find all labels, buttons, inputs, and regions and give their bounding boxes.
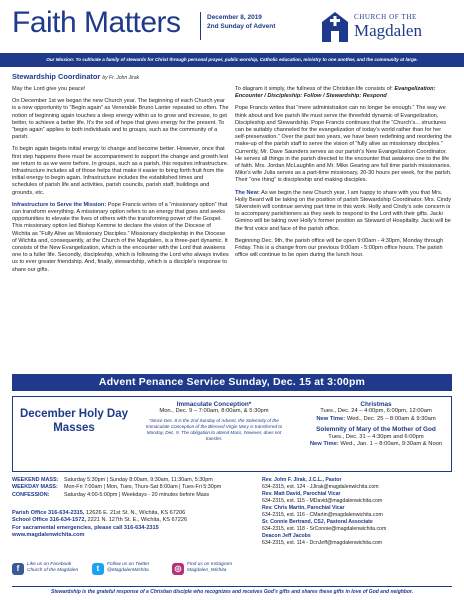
paragraph-body: Pope Francis writes of a “missionary option” that can transform everything. A missionary option refers to an energy that goes and seeks opportunities to elevate the lives of others with the transforming power of the Gospel. This missionary option led Bishop Kemme to declare the vision of the Diocese of Wichita as “Fully Alive as Missionary Disciples.” Missionary discipleship in the Diocese of Wichita and, consequently, at the Church of the Magdalen, is a three-part dynamic. It consists of the New Evangelization, which is the encounter with the Lord that awakens one to a fuller life. Secondly, discipleship, which is following the Lord who always invites us to ever greater friendship. And, finally, stewardship, which is a disciple’s response to share our gifts. — [12, 201, 229, 273]
header-divider — [200, 12, 201, 40]
mass-schedule — [12, 477, 248, 499]
parish-office-address: 12626 E. 21st St. N., Wichita, KS 67206 — [84, 510, 186, 516]
school-office-line — [12, 517, 248, 524]
christmas-times: Tues., Dec. 24 – 4:00pm, 6:00pm, 12:00am — [320, 408, 432, 415]
paragraph-body: As we begin the new Church year, I am happy to share with you that Mrs. Holly Beard will be taking on the position of parish Stewardship Coordinator. Mrs. Cindy Silverstein will continue serving part time in this work. Holly and Cindy’s sole concern is to accompany parishioners as they seek to respond to the Lord with their gifts. Jacki Gimino will be taking over Holly’s former position as Steward of Hospitality. Jacki will be the first voice and face of the parish office. — [235, 189, 452, 232]
paragraph-lead: The New: — [235, 189, 260, 196]
office-contacts — [12, 510, 248, 540]
issue-date: December 8, 2019 — [207, 14, 262, 21]
staff-contact: 634-2315, ext. 114 - DcnJeff@magdalenwichita.com — [262, 540, 383, 546]
social-line2: Church of the Magdalen — [27, 568, 79, 574]
article-paragraph — [235, 190, 452, 233]
article-title: Stewardship Coordinator — [12, 72, 101, 81]
dynamic-diagram: Evangelization: Encounter / Discipleship: Follow / Stewardship: Respond — [235, 86, 436, 100]
social-line1: Follow us on Twitter — [107, 562, 150, 567]
mass-time-label: CONFESSION: — [12, 491, 50, 498]
mass-time-value: Saturday 5:30pm | Sunday 8:00am, 9:30am, 11:30am, 5:30pm — [64, 477, 213, 483]
holy-day-title: December Holy Day Masses — [19, 408, 129, 434]
new-time-label: New Time: — [316, 415, 346, 422]
article-right-column — [235, 86, 452, 264]
staff-entry — [262, 491, 452, 505]
christmas-block — [303, 401, 449, 448]
immaculate-note: *Since Dec. 8 is the 2nd Sunday of Advent, the Solemnity of the Immaculate Conception of the Blessed Virgin Mary is transferred to Monday, Dec. 9. The obligation to attend Mass, however, does not transfer. — [145, 417, 283, 441]
social-line1: Find us on Instagram — [187, 562, 233, 567]
article-paragraph — [235, 86, 452, 100]
immaculate-heading: Immaculate Conception* — [176, 401, 252, 408]
advent-penance-banner: Advent Penance Service Sunday, Dec. 15 at 3:00pm — [12, 374, 452, 391]
christmas-new-value: Wed., Dec. 25 – 8:00am & 9:30am — [346, 415, 436, 422]
staff-entry — [262, 533, 452, 547]
article-left-column — [12, 86, 229, 279]
mass-time-label: WEEKEND MASS: — [12, 477, 59, 483]
holy-day-masses-box — [12, 396, 452, 472]
mass-time-row — [12, 492, 248, 499]
logo-subtitle: CHURCH OF THE — [354, 13, 417, 21]
christmas-new-times — [303, 416, 449, 423]
website-link[interactable]: www.magdalenwichita.com — [12, 532, 85, 539]
christmas-heading: Christmas — [360, 401, 392, 408]
article-paragraph: Beginning Dec. 9th, the parish office will be open 9:00am - 4:30pm, Monday through Friday. This is a change from our previous 9:00am - 5:00pm office hours. The parish office will continue to be open during the lunch hour. — [235, 237, 444, 259]
mary-heading: Solemnity of Mary of the Mother of God — [316, 426, 436, 434]
footer-divider — [12, 586, 452, 587]
school-office-address: 2221 N. 127th St. E., Wichita, KS 67226 — [86, 517, 188, 524]
staff-entry — [262, 505, 452, 519]
issue-date-block — [207, 13, 275, 31]
mass-time-row — [12, 477, 248, 484]
staff-name: Deacon Jeff Jacobs — [262, 533, 311, 539]
article-paragraph — [12, 202, 229, 274]
staff-name: Rev. Chris Martin, Parochial Vicar — [262, 505, 345, 511]
paragraph-body: To diagram it simply, the fullness of the Christian life consists of: — [235, 86, 393, 92]
emergency-line: For sacramental emergencies, please call 316-634-2315 — [12, 524, 159, 531]
newsletter-title: Faith Matters — [12, 6, 181, 39]
staff-entry — [262, 519, 452, 533]
school-office-phone: School Office 316-634-1572, — [12, 517, 86, 524]
mission-statement: Our Mission: To cultivate a family of stewards for Christ through personal prayer, public worship, Catholic education, ministry to one another, and the community at large. — [0, 53, 464, 67]
logo-name: Magdalen — [354, 21, 422, 40]
staff-name: Rev. Matt David, Parochial Vicar — [262, 491, 341, 497]
staff-name: Sr. Connie Bertrand, CSJ, Pastoral Associate — [262, 519, 373, 525]
parish-office-line — [12, 510, 248, 517]
twitter-icon: t — [92, 563, 104, 575]
instagram-icon: ◎ — [172, 563, 184, 575]
social-links — [12, 560, 248, 582]
new-time-label: New Time: — [309, 441, 339, 448]
parish-office-phone: Parish Office 316-634-2315, — [12, 510, 85, 516]
article-byline: by Fr. John Jirak — [102, 75, 140, 81]
article-paragraph: Pope Francis writes that “mere administration can no longer be enough.” The way we think about and live parish life must serve the threefold dynamic of Evangelization, Discipleship and Stewardship. Pope Francis continues that the “Church’s... structures can be suitably channeled for the evangelization of today’s world rather than for her self-preservation.” Over the past two years, we have been redefining and reordering the make-up of the parish staff to serve the vision of “fully alive as missionary disciples.” Currently, Mr. Dave Saunders serves as our parish’s New Evangelization Coordinator. He serves all things in the parish directed to the encounter that awakens one to the life of faith. Mrs. Jordan McLaughlin and Mr. Mike Gearing are full time parish missionaries. Mike’s wife Julia serves as a part-time missionary, 20-30 hours per week, for the parish. Their “one thing” is discipleship and making disciples. — [235, 105, 452, 184]
article-paragraph: On December 1st we began the new Church year. The beginning of each Church year is a new opportunity to “Begin again” as Venerable Bruno Lanter repeated so often. The notion of beginning again touches a deep energy within us to grow and increase, to get better, to achieve a better life. It’s the soil of hope that gives energy for the present. To “begin again” applies to both individuals and to groups, such as the community of a parish. — [12, 98, 229, 141]
church-logo-icon — [322, 12, 348, 42]
footer-stewardship-quote: Stewardship is the grateful response of a Christian disciple who recognizes and receives God’s gifts and shares these gifts in love of God and neighbor. — [51, 589, 413, 595]
immaculate-conception-block — [139, 401, 289, 442]
staff-contact: 634-2315, ext. 116 - CMartin@magdalenwichita.com — [262, 512, 383, 518]
staff-directory — [262, 477, 452, 547]
mary-new-value: Wed., Jan. 1 – 8:00am, 9:30am & Noon — [340, 441, 443, 448]
parish-logo — [322, 8, 452, 46]
staff-contact: 634-2315, ext. 115 - MDavid@magdalenwichita.com — [262, 498, 383, 504]
mary-times: Tues., Dec. 31 – 4:30pm and 6:00pm — [328, 433, 424, 440]
article-paragraph: May the Lord give you peace! — [12, 86, 86, 92]
newsletter-header — [0, 0, 464, 52]
mass-time-label: WEEKDAY MASS: — [12, 484, 58, 491]
staff-entry — [262, 477, 452, 491]
immaculate-times: Mon., Dec. 9 – 7:00am, 8:00am, & 5:30pm — [159, 408, 269, 415]
article-paragraph: To begin again begets initial energy to change and become better. However, once that first step happens there must be accompaniment to support the change and growth lest we return to as we were before. In groups, such as a parish, this requires infrastructure. Infrastructure includes all of those helps that make it easier to bring forth fruit from the initial energy to begin again. Infrastructure includes the established times and schedules of parish life and activities, parish councils, parish staff, buildings and grounds, etc. — [12, 146, 229, 196]
facebook-icon: f — [12, 563, 24, 575]
staff-contact: 634-2315, ext. 124 - JJirak@magdalenwichita.com — [262, 484, 379, 490]
staff-name: Rev. John F. Jirak, J.C.L., Pastor — [262, 477, 342, 483]
mass-time-value: Mon-Fri 7:00am | Mon, Tues, Thurs-Sat 8:00am | Tues-Fri 5:30pm — [64, 484, 222, 491]
mass-time-row — [12, 484, 248, 491]
social-line1: Like us on Facebook — [27, 562, 72, 567]
social-line2: @MagdalenWichita — [107, 568, 149, 574]
paragraph-lead: Infrastructure to Serve the Mission: — [12, 201, 107, 208]
social-line2: Magdalen_Wichita — [187, 568, 227, 574]
article-heading — [12, 72, 139, 81]
issue-occasion: 2nd Sunday of Advent — [207, 23, 276, 30]
mary-new-times — [303, 441, 449, 448]
staff-contact: 634-2315, ext. 118 - SrConnie@magdalenwichita.com — [262, 526, 387, 532]
mass-time-value: Saturday 4:00-5:00pm | Weekdays - 20 minutes before Mass — [64, 491, 210, 498]
